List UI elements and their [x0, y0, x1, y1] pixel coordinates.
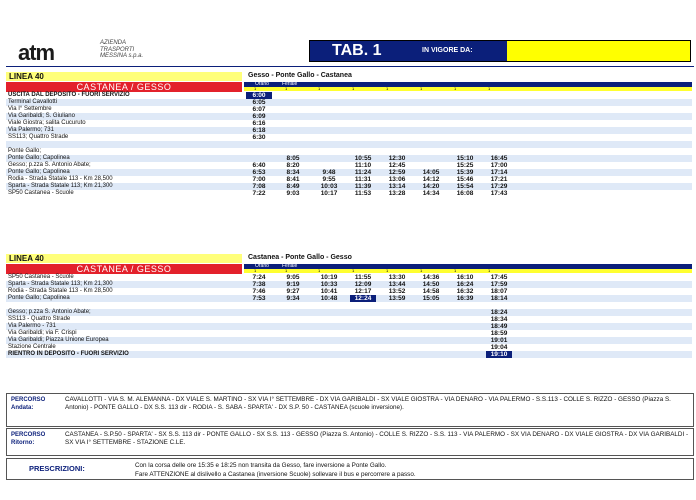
orario-label: Orario — [255, 81, 269, 87]
header-rule — [6, 66, 694, 67]
stop-name: Via I° Settembre — [8, 106, 52, 112]
departure-time: 7:00 — [252, 176, 266, 183]
route-title: Gesso - Ponte Gallo - Castanea — [248, 72, 352, 79]
stop-name: Rodia - Strada Statale 113 - Km 28,500 — [8, 176, 113, 182]
orario-label: Orario — [255, 263, 269, 269]
prescrizioni-label: PRESCRIZIONI: — [29, 464, 85, 473]
prescrizioni-text — [135, 461, 689, 479]
departure-time: 16:08 — [456, 190, 474, 197]
departure-time: 11:10 — [354, 162, 372, 169]
vigore-label: IN VIGORE DA: — [422, 47, 473, 54]
column-number-strip — [244, 87, 692, 91]
stop-name: USCITA DAL DEPOSITO - FUORI SERVIZIO — [8, 92, 130, 98]
departure-time: 9:48 — [322, 169, 336, 176]
departure-time: 10:03 — [320, 183, 338, 190]
departure-time: 18:14 — [490, 295, 508, 302]
feriale-label: Feriale — [282, 263, 298, 269]
stop-name: RIENTRO IN DEPOSITO - FUORI SERVIZIO — [8, 351, 129, 357]
departure-time: 13:28 — [388, 190, 406, 197]
departure-time: 14:05 — [422, 169, 440, 176]
column-number: 1 — [285, 268, 288, 273]
column-number: 1 — [420, 86, 423, 91]
departure-time: 10:41 — [320, 288, 338, 295]
table-row — [6, 162, 692, 169]
stop-name: Via Palermo; 731 — [8, 127, 54, 133]
column-number: 1 — [318, 268, 321, 273]
table-row — [6, 337, 692, 344]
table-row — [6, 323, 692, 330]
table-row — [6, 176, 692, 183]
departure-time: 6:53 — [252, 169, 266, 176]
column-number: 1 — [352, 86, 355, 91]
departure-time: 9:19 — [286, 281, 300, 288]
stop-name: SS113 - Quattro Strade — [8, 316, 71, 322]
departure-time: 16:32 — [456, 288, 474, 295]
stop-name: Via Garibaldi; Piazza Unione Europea — [8, 337, 109, 343]
departure-time: 17:43 — [490, 190, 508, 197]
departure-time: 10:55 — [354, 155, 372, 162]
table-row — [6, 155, 692, 162]
departure-time: 19:10 — [486, 351, 512, 358]
linea-label: LINEA 40 — [6, 72, 242, 81]
departure-time: 7:24 — [252, 274, 266, 281]
table-row — [6, 169, 692, 176]
departure-time: 15:10 — [456, 155, 474, 162]
logo-subtitle: AZIENDA TRASPORTI MESSINA s.p.a. — [100, 40, 144, 59]
departure-time: 9:03 — [286, 190, 300, 197]
stop-name: Sparta - Strada Statale 113; Km 21,300 — [8, 281, 113, 287]
stop-name: SP50 Castanea - Scuole — [8, 190, 74, 196]
table-row — [6, 92, 692, 99]
departure-time: 10:48 — [320, 295, 338, 302]
stop-name: Via Garibaldi; via F. Crispi — [8, 330, 77, 336]
departure-time: 8:49 — [286, 183, 300, 190]
departure-time: 13:52 — [388, 288, 406, 295]
table-row — [6, 295, 692, 302]
departure-time: 8:34 — [286, 169, 300, 176]
departure-time: 14:34 — [422, 190, 440, 197]
column-number: 1 — [285, 86, 288, 91]
departure-time: 8:41 — [286, 176, 300, 183]
prescrizioni-line-1: Con la corsa delle ore 15:35 e 18:25 non transita da Gesso, fare inversione a Ponte Gallo. — [135, 462, 387, 469]
departure-time: 10:33 — [320, 281, 338, 288]
prescrizioni — [6, 458, 694, 480]
departure-time: 15:54 — [456, 183, 474, 190]
feriale-label: Feriale — [282, 81, 298, 87]
departure-time: 11:39 — [354, 183, 372, 190]
departure-time: 13:44 — [388, 281, 406, 288]
percorso-andata-text: CAVALLOTTI - VIA S. M. ALEMANNA - DX VIALE S. MARTINO - SX VIA I° SETTEMBRE - DX VIA GARIBALDI - SX VIALE GIOSTRA - VIA DENARO - VIA PALERMO - S.S.113 - COLLE S. RIZZO - GESSO (Piazza S. Antonio) - PONTE GALLO - DX S.S. 113 dir - RODIA - S. SABA - SPARTA' - DX S.P. 50 - CASTANEA (scuole inversione). — [65, 396, 671, 411]
vigore-date-field — [507, 41, 690, 61]
stop-name: Ponte Gallo; — [8, 148, 42, 154]
departure-time: 19:04 — [490, 344, 508, 351]
direction-banner: CASTANEA / GESSO — [6, 264, 242, 274]
departure-time: 12:59 — [388, 169, 406, 176]
departure-time: 15:46 — [456, 176, 474, 183]
tab-title-block — [310, 41, 507, 61]
departure-time: 17:59 — [490, 281, 508, 288]
stop-name: Sparta - Strada Statale 113; Km 21,300 — [8, 183, 113, 189]
departure-time: 9:05 — [286, 274, 300, 281]
table-row — [6, 106, 692, 113]
column-number: 1 — [488, 86, 491, 91]
departure-time: 9:27 — [286, 288, 300, 295]
departure-time: 14:12 — [422, 176, 440, 183]
percorso-ritorno-text: CASTANEA - S.P.50 - SPARTA' - SX S.S. 113 dir - PONTE GALLO - SX S.S. 113 - GESSO (Piazza S. Antonio) - COLLE S. RIZZO - S.S. 113 - VIA PALERMO - SX VIA DENARO - DX VIALE GIOSTRA - DX VIA GARIBALDI - SX VIA I° SETTEMBRE - STAZIONE C.LE. — [65, 431, 689, 446]
stop-name: Stazione Centrale — [8, 344, 56, 350]
stop-name: Gesso; p.zza S. Antonio Abate; — [8, 309, 91, 315]
departure-time: 7:53 — [252, 295, 266, 302]
departure-time: 14:50 — [422, 281, 440, 288]
departure-time: 17:21 — [490, 176, 508, 183]
departure-time: 11:53 — [354, 190, 372, 197]
departure-time: 11:55 — [354, 274, 372, 281]
departure-time: 9:55 — [322, 176, 336, 183]
departure-time: 18:49 — [490, 323, 508, 330]
departure-time: 8:20 — [286, 162, 300, 169]
prescrizioni-line-2: Fare ATTENZIONE al dislivello a Castanea (inversione Scuole) sollevare il bus e percorrere a passo. — [135, 471, 416, 478]
stop-name: Via Garibaldi; S. Giuliano — [8, 113, 75, 119]
departure-time: 14:20 — [422, 183, 440, 190]
table-row — [6, 120, 692, 127]
table-row — [6, 148, 692, 155]
departure-time: 8:05 — [286, 155, 300, 162]
departure-time: 6:18 — [252, 127, 266, 134]
table-row — [6, 288, 692, 295]
departure-time: 7:38 — [252, 281, 266, 288]
stop-name: Ponte Gallo; Capolinea — [8, 169, 70, 175]
stop-name: SP50 Castanea - Scuole — [8, 274, 74, 280]
tab-title: TAB. 1 — [332, 42, 382, 59]
departure-time: 17:45 — [490, 274, 508, 281]
header — [0, 0, 696, 68]
table-row — [6, 330, 692, 337]
departure-time: 17:14 — [490, 169, 508, 176]
table-row — [6, 351, 692, 358]
stop-name: Ponte Gallo; Capolinea — [8, 155, 70, 161]
departure-time: 7:22 — [252, 190, 266, 197]
departure-time: 18:07 — [490, 288, 508, 295]
departure-time: 15:39 — [456, 169, 474, 176]
departure-time: 10:19 — [320, 274, 338, 281]
percorso-andata-label: PERCORSO Andata: — [11, 397, 46, 411]
departure-time: 15:25 — [456, 162, 474, 169]
departure-time: 16:24 — [456, 281, 474, 288]
table-row — [6, 127, 692, 134]
column-number: 1 — [254, 86, 257, 91]
departure-time: 19:01 — [490, 337, 508, 344]
departure-time: 14:36 — [422, 274, 440, 281]
departure-time: 6:09 — [252, 113, 266, 120]
departure-time: 14:58 — [422, 288, 440, 295]
departure-time: 6:16 — [252, 120, 266, 127]
direction-banner: CASTANEA / GESSO — [6, 82, 242, 92]
column-number: 1 — [488, 268, 491, 273]
column-number: 1 — [254, 268, 257, 273]
stop-name: Terminal Cavallotti — [8, 99, 58, 105]
column-number: 1 — [386, 86, 389, 91]
departure-time: 6:07 — [252, 106, 266, 113]
departure-time: 18:34 — [490, 316, 508, 323]
departure-time: 7:08 — [252, 183, 266, 190]
column-number: 1 — [352, 268, 355, 273]
percorso-andata — [6, 393, 694, 427]
departure-time: 15:05 — [422, 295, 440, 302]
stop-name: Rodia - Strada Statale 113 - Km 28,500 — [8, 288, 113, 294]
column-number-strip — [244, 269, 692, 273]
departure-time: 13:30 — [388, 274, 406, 281]
column-number: 1 — [454, 86, 457, 91]
table-row — [6, 134, 692, 141]
column-number: 1 — [454, 268, 457, 273]
table-row — [6, 183, 692, 190]
column-number: 1 — [386, 268, 389, 273]
table-row — [6, 190, 692, 197]
departure-time: 6:05 — [252, 99, 266, 106]
route-title: Castanea - Ponte Gallo - Gesso — [248, 254, 352, 261]
stop-name: SS113; Quattro Strade — [8, 134, 69, 140]
table-row — [6, 281, 692, 288]
stop-name: Ponte Gallo; Capolinea — [8, 295, 70, 301]
column-number: 1 — [318, 86, 321, 91]
departure-time: 13:06 — [388, 176, 406, 183]
percorso-ritorno-label: PERCORSO Ritorno: — [11, 432, 46, 446]
departure-time: 13:59 — [388, 295, 406, 302]
table-row — [6, 344, 692, 351]
linea-label: LINEA 40 — [6, 254, 242, 263]
departure-time: 6:00 — [246, 92, 272, 99]
percorso-ritorno — [6, 428, 694, 456]
departure-time: 18:24 — [490, 309, 508, 316]
departure-time: 11:24 — [354, 169, 372, 176]
column-number: 1 — [420, 268, 423, 273]
table-row — [6, 99, 692, 106]
departure-time: 17:29 — [490, 183, 508, 190]
departure-time: 10:17 — [320, 190, 338, 197]
departure-time: 16:39 — [456, 295, 474, 302]
table-row — [6, 274, 692, 281]
departure-time: 12:24 — [350, 295, 376, 302]
departure-time: 6:40 — [252, 162, 266, 169]
tab-box — [309, 40, 691, 62]
table-row — [6, 302, 692, 309]
table-row — [6, 113, 692, 120]
departure-time: 6:30 — [252, 134, 266, 141]
table-row — [6, 141, 692, 148]
departure-time: 12:45 — [388, 162, 406, 169]
departure-time: 12:30 — [388, 155, 406, 162]
departure-time: 12:17 — [354, 288, 372, 295]
table-row — [6, 309, 692, 316]
stop-name: Gesso; p.zza S. Antonio Abate; — [8, 162, 91, 168]
stop-name: Viale Giostra; salita Cucuruto — [8, 120, 86, 126]
table-row — [6, 316, 692, 323]
stop-name: Via Palermo - 731 — [8, 323, 56, 329]
departure-time: 9:34 — [286, 295, 300, 302]
departure-time: 13:14 — [388, 183, 406, 190]
departure-time: 18:59 — [490, 330, 508, 337]
departure-time: 16:45 — [490, 155, 508, 162]
departure-time: 11:31 — [354, 176, 372, 183]
departure-time: 12:09 — [354, 281, 372, 288]
departure-time: 7:46 — [252, 288, 266, 295]
departure-time: 16:10 — [456, 274, 474, 281]
departure-time: 17:00 — [490, 162, 508, 169]
atm-logo: atm — [18, 40, 55, 65]
